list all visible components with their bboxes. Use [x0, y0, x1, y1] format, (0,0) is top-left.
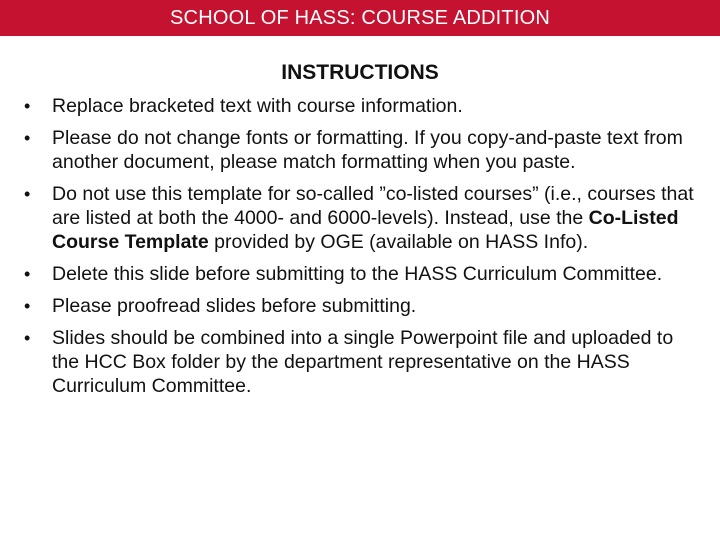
instructions-heading: INSTRUCTIONS [281, 61, 439, 84]
co-listed-template-name: Co-Listed Course Template [52, 207, 679, 254]
bullet-text: Slides should be combined into a single Powerpoint file and uploaded to the HCC Box folder by the department representative on the HASS Curriculum Committee. [52, 327, 674, 398]
bullet-icon: • [24, 184, 31, 205]
instructions-list [0, 94, 720, 398]
bullet-icon: • [24, 96, 31, 117]
bullet-text-after: provided by OGE (available on HASS Info). [208, 231, 589, 254]
bullet-text: Please do not change fonts or formatting. If you copy-and-paste text from another document, please match formatting when you paste. [52, 127, 683, 174]
title-bar [0, 0, 720, 36]
slide-title: SCHOOL OF HASS: COURSE ADDITION [170, 7, 550, 29]
list-item [24, 182, 702, 254]
bullet-icon: • [24, 296, 31, 317]
list-item [24, 294, 702, 318]
bullet-icon: • [24, 328, 31, 349]
bullet-text: Replace bracketed text with course information. [52, 95, 463, 118]
bullet-icon: • [24, 264, 31, 285]
list-item [24, 262, 702, 286]
bullet-text [52, 182, 702, 254]
bullet-text: Delete this slide before submitting to the HASS Curriculum Committee. [52, 263, 663, 286]
bullet-text: Please proofread slides before submitting. [52, 295, 417, 318]
list-item [24, 326, 702, 398]
bullet-text-before: Do not use this template for so-called ”co-listed courses” (i.e., courses that are listed at both the 4000- and 6000-levels). Instead, use the [52, 183, 694, 230]
list-item [24, 126, 702, 174]
list-item [24, 94, 702, 118]
slide-content [0, 60, 720, 406]
bullet-icon: • [24, 128, 31, 149]
